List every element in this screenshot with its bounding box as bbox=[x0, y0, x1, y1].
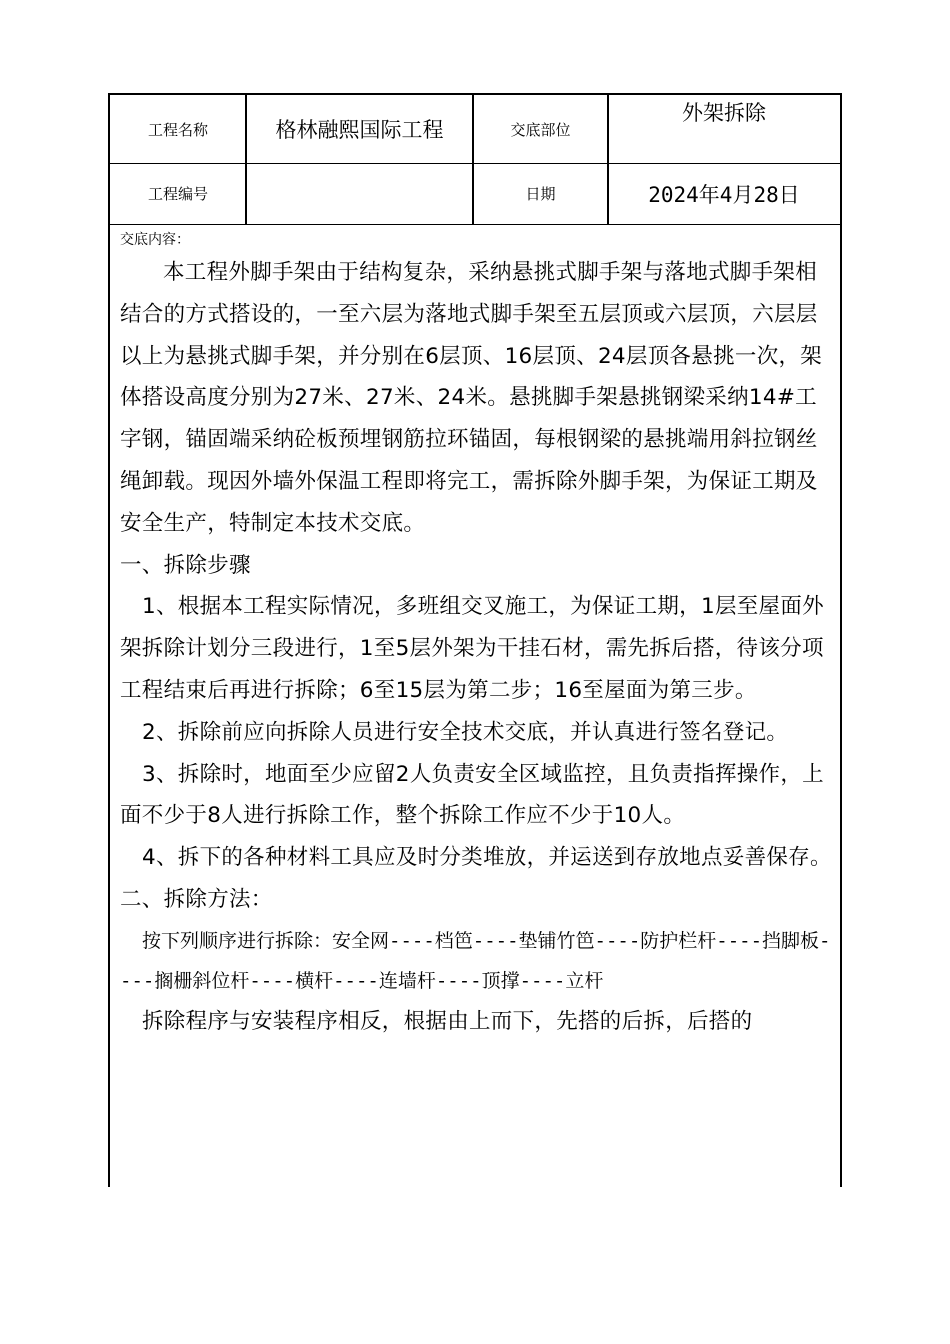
project-no-label: 工程编号 bbox=[147, 185, 208, 203]
method-principle: 拆除程序与安装程序相反，根据由上而下，先搭的后拆，后搭的 bbox=[142, 1008, 753, 1034]
date-label: 日期 bbox=[525, 185, 556, 203]
project-name-value-cell bbox=[246, 95, 473, 163]
project-no-value-cell bbox=[246, 163, 473, 224]
date-value-cell bbox=[608, 163, 840, 224]
location-value: 外架拆除 bbox=[682, 101, 766, 125]
method-order: 按下列顺序进行拆除：安全网----档笆----垫铺竹笆----防护栏杆----挡脚板----搁栅斜位杆----横杆----连墙杆----顶撑----立杆 bbox=[120, 929, 831, 992]
location-value-cell bbox=[608, 95, 840, 163]
divider bbox=[245, 95, 247, 224]
location-label: 交底部位 bbox=[510, 120, 571, 139]
project-name-label: 工程名称 bbox=[147, 120, 208, 139]
section-2-title: 二、拆除方法： bbox=[120, 886, 273, 912]
step-4: 4、拆下的各种材料工具应及时分类堆放，并运送到存放地点妥善保存。 bbox=[142, 845, 832, 871]
divider bbox=[607, 95, 609, 224]
date-value: 2024年4月28日 bbox=[648, 182, 800, 207]
project-name-label-cell bbox=[110, 95, 246, 163]
header-row-1 bbox=[110, 95, 840, 164]
date-label-cell bbox=[473, 163, 608, 224]
intro-paragraph: 本工程外脚手架由于结构复杂，采纳悬挑式脚手架与落地式脚手架相结合的方式搭设的，一至六层为落地式脚手架至五层顶或六层顶，六层层以上为悬挑式脚手架，并分别在6层顶、16层顶、24层顶各悬挑一次，架体搭设高度分别为27米、27米、24米。悬挑脚手架悬挑钢梁采纳14#工字钢，锚固端采纳砼板预埋钢筋拉环锚固，每根钢梁的悬挑端用斜拉钢丝绳卸载。现因外墙外保温工程即将完工，需拆除外脚手架，为保证工期及安全生产，特制定本技术交底。 bbox=[120, 260, 823, 536]
divider bbox=[472, 95, 474, 224]
step-1: 1、根据本工程实际情况，多班组交叉施工，为保证工期，1层至屋面外架拆除计划分三段进行，1至5层外架为干挂石材，需先拆后搭，待该分项工程结束后再进行拆除；6至15层为第二步；16至屋面为第三步。 bbox=[120, 594, 824, 703]
step-3: 3、拆除时，地面至少应留2人负责安全区域监控，且负责指挥操作，上面不少于8人进行拆除工作，整个拆除工作应不少于10人。 bbox=[120, 761, 824, 829]
header-row-2 bbox=[110, 163, 840, 225]
project-name-value: 格林融熙国际工程 bbox=[275, 118, 444, 142]
content-title: 交底内容： bbox=[120, 232, 190, 248]
step-2: 2、拆除前应向拆除人员进行安全技术交底，并认真进行签名登记。 bbox=[142, 719, 789, 745]
disclosure-form bbox=[108, 93, 842, 1187]
project-no-label-cell bbox=[110, 163, 246, 224]
location-label-cell bbox=[473, 95, 608, 163]
section-1-title: 一、拆除步骤 bbox=[120, 552, 251, 578]
disclosure-content bbox=[120, 230, 834, 1043]
